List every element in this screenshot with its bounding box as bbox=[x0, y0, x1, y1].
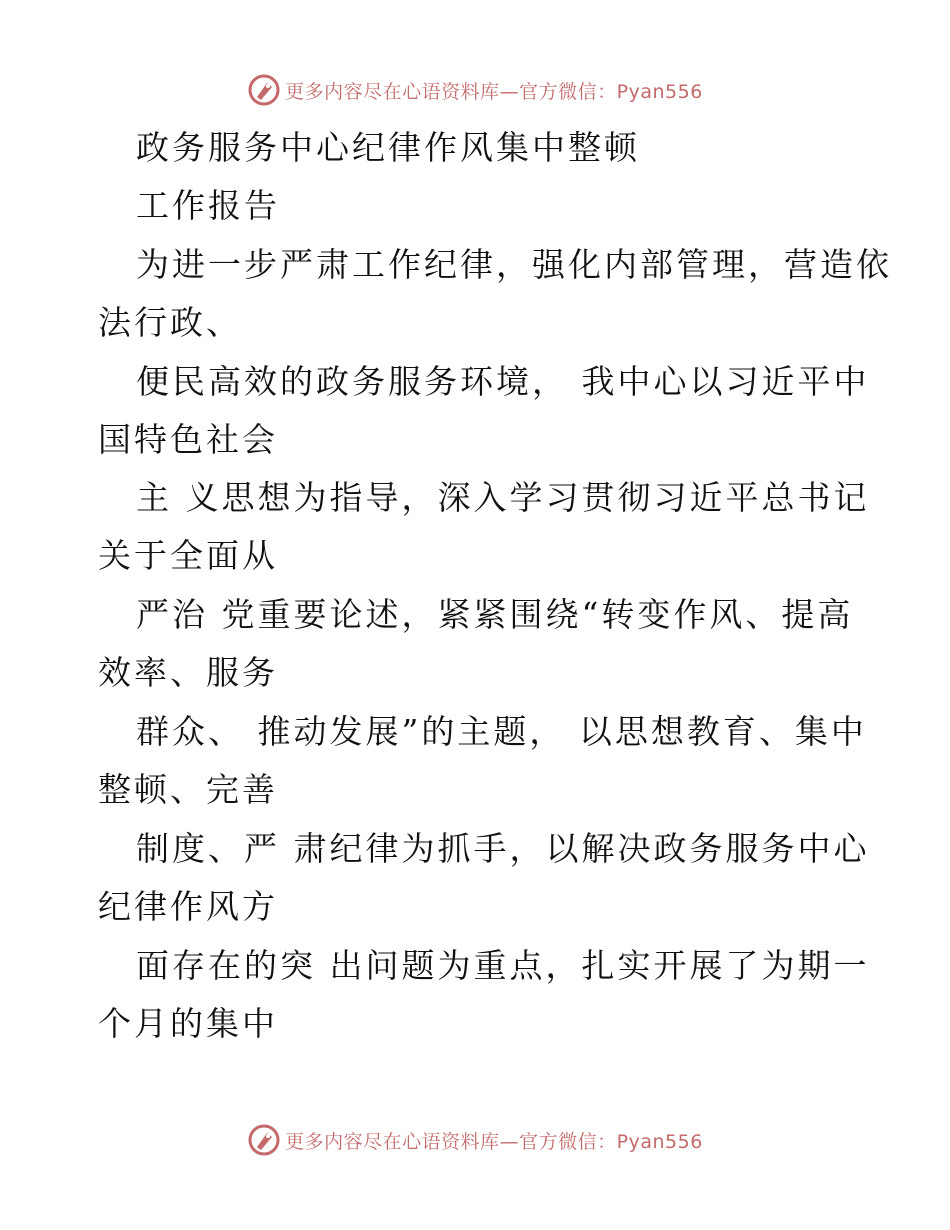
paragraph-line: 便民高效的政务服务环境， 我中心以习近平中 bbox=[136, 362, 870, 401]
paragraph-line: 国特色社会 bbox=[98, 420, 278, 459]
watermark-separator: — bbox=[499, 1130, 520, 1153]
paragraph-line: 效率、服务 bbox=[98, 653, 278, 692]
watermark-wechat: 官方微信：Pyan556 bbox=[519, 1130, 703, 1153]
paragraph-line: 关于全面从 bbox=[98, 536, 278, 575]
document-title: 政务服务中心纪律作风集中整顿 bbox=[136, 128, 640, 167]
paragraph-line: 纪律作风方 bbox=[98, 887, 278, 926]
document-subtitle: 工作报告 bbox=[136, 186, 280, 225]
paragraph-line: 主 义思想为指导，深入学习贯彻习近平总书记 bbox=[136, 478, 870, 517]
paragraph-line: 为进一步严肃工作纪律，强化内部管理，营造依 bbox=[136, 245, 892, 284]
watermark-wechat: 官方微信：Pyan556 bbox=[519, 80, 703, 103]
paragraph-line: 整顿、完善 bbox=[98, 770, 278, 809]
watermark-brand: 更多内容尽在心语资料库 bbox=[285, 1130, 500, 1153]
paragraph-line: 制度、严 肃纪律为抓手，以解决政务服务中心 bbox=[136, 829, 870, 868]
pen-nib-logo-icon bbox=[247, 73, 281, 107]
header-watermark bbox=[0, 70, 950, 110]
watermark-separator: — bbox=[499, 80, 520, 103]
paragraph-line: 群众、 推动发展”的主题， 以思想教育、集中 bbox=[136, 712, 867, 751]
paragraph-line: 个月的集中 bbox=[98, 1004, 278, 1043]
watermark-text bbox=[285, 1127, 703, 1154]
watermark-brand: 更多内容尽在心语资料库 bbox=[285, 80, 500, 103]
watermark-text bbox=[285, 77, 703, 104]
pen-nib-logo-icon bbox=[247, 1123, 281, 1157]
paragraph-line: 法行政、 bbox=[98, 303, 242, 342]
paragraph-line: 面存在的突 出问题为重点，扎实开展了为期一 bbox=[136, 946, 870, 985]
footer-watermark bbox=[0, 1120, 950, 1160]
paragraph-line: 严治 党重要论述，紧紧围绕“转变作风、提高 bbox=[136, 595, 854, 634]
